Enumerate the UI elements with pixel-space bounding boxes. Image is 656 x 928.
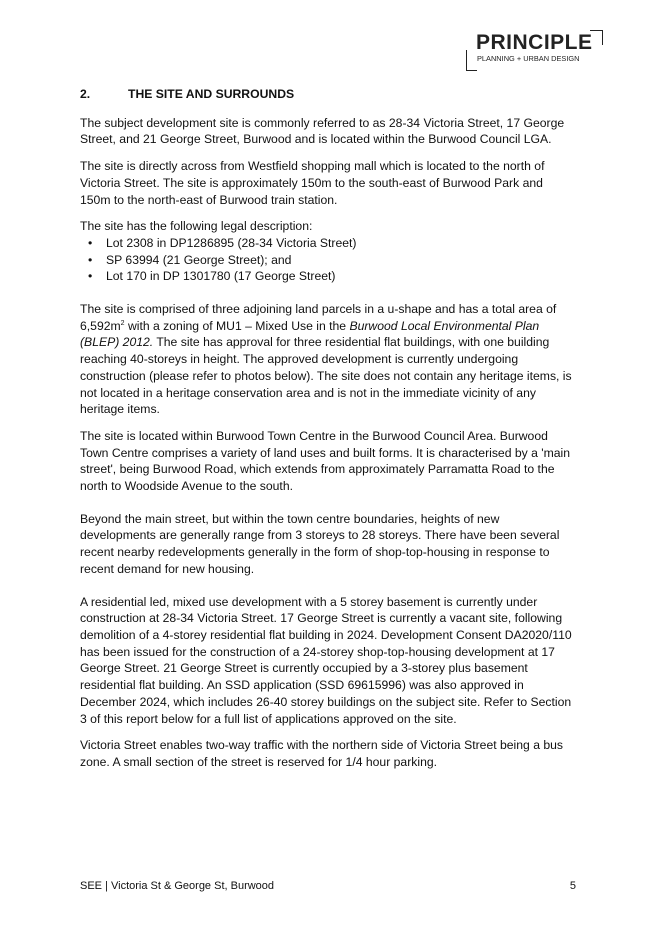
paragraph-site-description xyxy=(80,301,576,418)
logo-wordmark: PRINCIPLE xyxy=(476,31,593,54)
text-run: with a zoning of MU1 – Mixed Use in the xyxy=(124,318,350,333)
section-title: THE SITE AND SURROUNDS xyxy=(128,87,295,101)
company-logo xyxy=(466,30,616,74)
paragraph-site-location: The site is directly across from Westfield shopping mall which is located to the north of Victoria Street. The site is approximately 150m to the south-east of Burwood Park and 150m to the north-east of Burwood train station. xyxy=(80,159,545,207)
document-body xyxy=(80,86,576,781)
paragraph-development: A residential led, mixed use development with a 5 storey basement is currently under construction at 28-34 Victoria Street. 17 George Street is currently a vacant site, following demolition of a 4-storey residential flat building in 2024. Development Consent DA2020/110 has been issued for the construction of a 24-storey shop-top-housing development at 17 George Street. 21 George Street is currently occupied by a 3-storey plus basement residential flat building. An SSD application (SSD 69615996) was also approved in December 2024, which includes 26-40 storey buildings on the subject site. Refer to Section 3 of this report below for a full list of applications approved on the site. xyxy=(80,594,572,726)
bullet-icon: • xyxy=(88,269,93,284)
footer-document-title: SEE | Victoria St & George St, Burwood xyxy=(80,880,275,892)
bullet-icon: • xyxy=(88,235,93,250)
paragraph-traffic: Victoria Street enables two-way traffic with the northern side of Victoria Street being a bus zone. A small section of the street is reserved for 1/4 hour parking. xyxy=(80,738,564,769)
page-footer xyxy=(80,880,576,892)
list-item-text: SP 63994 (21 George Street); and xyxy=(106,252,292,267)
paragraph-heights: Beyond the main street, but within the town centre boundaries, heights of new developments are generally range from 3 storeys to 28 storeys. There have been several recent nearby redevelopments generally in the form of shop-top-housing in response to recent demand for new housing. xyxy=(80,511,560,576)
section-number: 2. xyxy=(80,87,91,101)
paragraph-site-reference: The subject development site is commonly referred to as 28-34 Victoria Street, 17 George Street, and 21 George Street, Burwood and is located within the Burwood Council LGA. xyxy=(80,115,565,147)
logo-tagline: PLANNING + URBAN DESIGN xyxy=(477,54,580,63)
paragraph-town-centre: The site is located within Burwood Town Centre in the Burwood Council Area. Burwood Town Centre comprises a variety of land uses and built forms. It is characterised by a 'main street', being Burwood Road, which extends from approximately Parramatta Road to the north to Woodside Avenue to the south. xyxy=(80,428,571,494)
list-item xyxy=(80,235,576,252)
list-item xyxy=(80,252,576,269)
legal-description-list xyxy=(80,235,576,285)
list-item xyxy=(80,268,576,285)
plan-title-italic: Burwood Local Environmental Plan (BLEP) 2012. xyxy=(80,318,540,350)
paragraph-legal-intro: The site has the following legal description: xyxy=(80,219,313,234)
text-run: The site is comprised of three adjoining land parcels in a u-shape and has a total area of 6,592m xyxy=(80,302,557,333)
superscript: 2 xyxy=(120,319,125,327)
section-heading xyxy=(80,86,576,103)
page-number: 5 xyxy=(569,880,576,892)
list-item-text: Lot 170 in DP 1301780 (17 George Street) xyxy=(106,269,336,284)
bullet-icon: • xyxy=(88,252,93,267)
text-run: The site has approval for three residential flat buildings, with one building reaching 40-storeys in height. The approved development is currently undergoing construction (please refer to photos below). The site does not contain any heritage items, is not located in a heritage conservation area and is not in the immediate vicinity of any heritage items. xyxy=(80,335,572,417)
list-item-text: Lot 2308 in DP1286895 (28-34 Victoria Street) xyxy=(106,235,357,250)
